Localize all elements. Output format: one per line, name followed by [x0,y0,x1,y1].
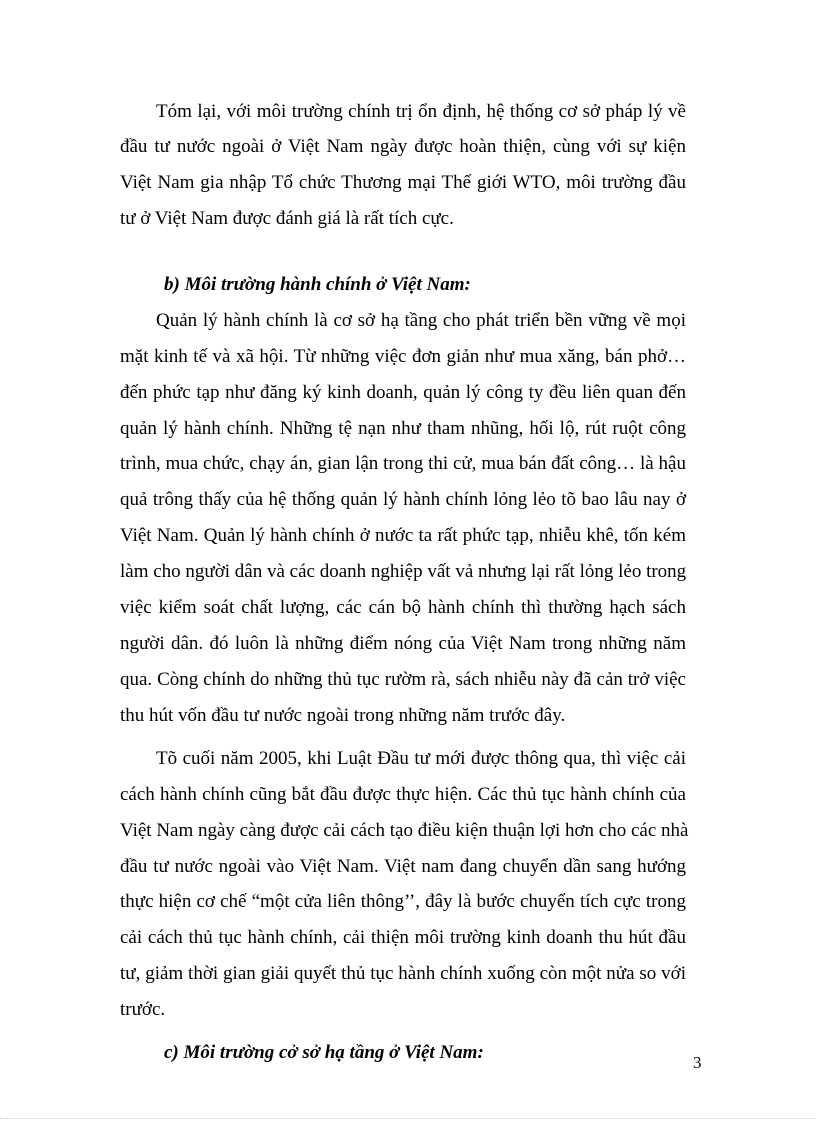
paragraph-2-line-9: việc kiểm soát chất lượng, các cán bộ hành chính thì thường hạch sách [120,597,686,618]
paragraph-1-line-3: Việt Nam gia nhập Tổ chức Thương mại Thế giới WTO, môi trường đầu [120,172,686,193]
paragraph-3-line-6: cải cách thủ tục hành chính, cải thiện môi trường kinh doanh thu hút đầu [120,927,686,948]
page-bottom-border [0,1118,816,1119]
paragraph-3-line-8: trước. [120,999,166,1020]
paragraph-3-line-1: Tõ cuối năm 2005, khi Luật Đầu tư mới được thông qua, thì việc cải [156,748,686,769]
paragraph-2-line-11: qua. Còng chính do những thủ tục rườm rà, sách nhiễu này đã cản trở việc [120,669,686,690]
page-number: 3 [693,1053,702,1072]
paragraph-2-line-6: quả trông thấy của hệ thống quản lý hành chính lỏng lẻo tõ bao lâu nay ở [120,489,686,510]
paragraph-3-line-2: cách hành chính cũng bắt đầu được thực hiện. Các thủ tục hành chính của [120,784,686,805]
paragraph-3-line-7: tư, giảm thời gian giải quyết thủ tục hành chính xuống còn một nửa so với [120,963,686,984]
paragraph-2-line-2: mặt kinh tế và xã hội. Từ những việc đơn giản như mua xăng, bán phở… [120,346,686,367]
paragraph-2-line-4: quản lý hành chính. Những tệ nạn như tham nhũng, hối lộ, rút ruột công [120,418,686,439]
paragraph-1-line-4: tư ở Việt Nam được đánh giá là rất tích cực. [120,208,454,229]
paragraph-2-line-8: làm cho người dân và các doanh nghiệp vất vả nhưng lại rất lỏng lẻo trong [120,561,687,582]
paragraph-2-line-12: thu hút vốn đầu tư nước ngoài trong những năm trước đây. [120,705,566,726]
section-heading-c: c) Môi trường cở sở hạ tầng ở Việt Nam: [164,1042,484,1063]
paragraph-1-line-2: đầu tư nước ngoài ở Việt Nam ngày được hoàn thiện, cùng với sự kiện [120,136,686,157]
paragraph-2-line-1: Quản lý hành chính là cơ sở hạ tầng cho phát triển bền vững về mọi [156,310,686,331]
section-heading-b: b) Môi trường hành chính ở Việt Nam: [164,274,471,295]
paragraph-3-line-5: thực hiện cơ chế “một cửa liên thông’’, đây là bước chuyển tích cực trong [120,891,686,912]
paragraph-3-line-3: Việt Nam ngày càng được cải cách tạo điều kiện thuận lợi hơn cho các nhà [120,820,689,841]
paragraph-2-line-7: Việt Nam. Quản lý hành chính ở nước ta rất phức tạp, nhiễu khê, tốn kém [120,525,686,546]
paragraph-2-line-10: người dân. đó luôn là những điểm nóng của Việt Nam trong những năm [120,633,686,654]
paragraph-3-line-4: đầu tư nước ngoài vào Việt Nam. Việt nam đang chuyển dần sang hướng [120,856,686,877]
paragraph-2-line-3: đến phức tạp như đăng ký kinh doanh, quản lý công ty đều liên quan đến [120,382,686,403]
paragraph-1-line-1: Tóm lại, với môi trường chính trị ổn định, hệ thống cơ sở pháp lý về [156,101,686,122]
paragraph-2-line-5: trình, mua chức, chạy án, gian lận trong thi cử, mua bán đất công… là hậu [120,453,686,474]
